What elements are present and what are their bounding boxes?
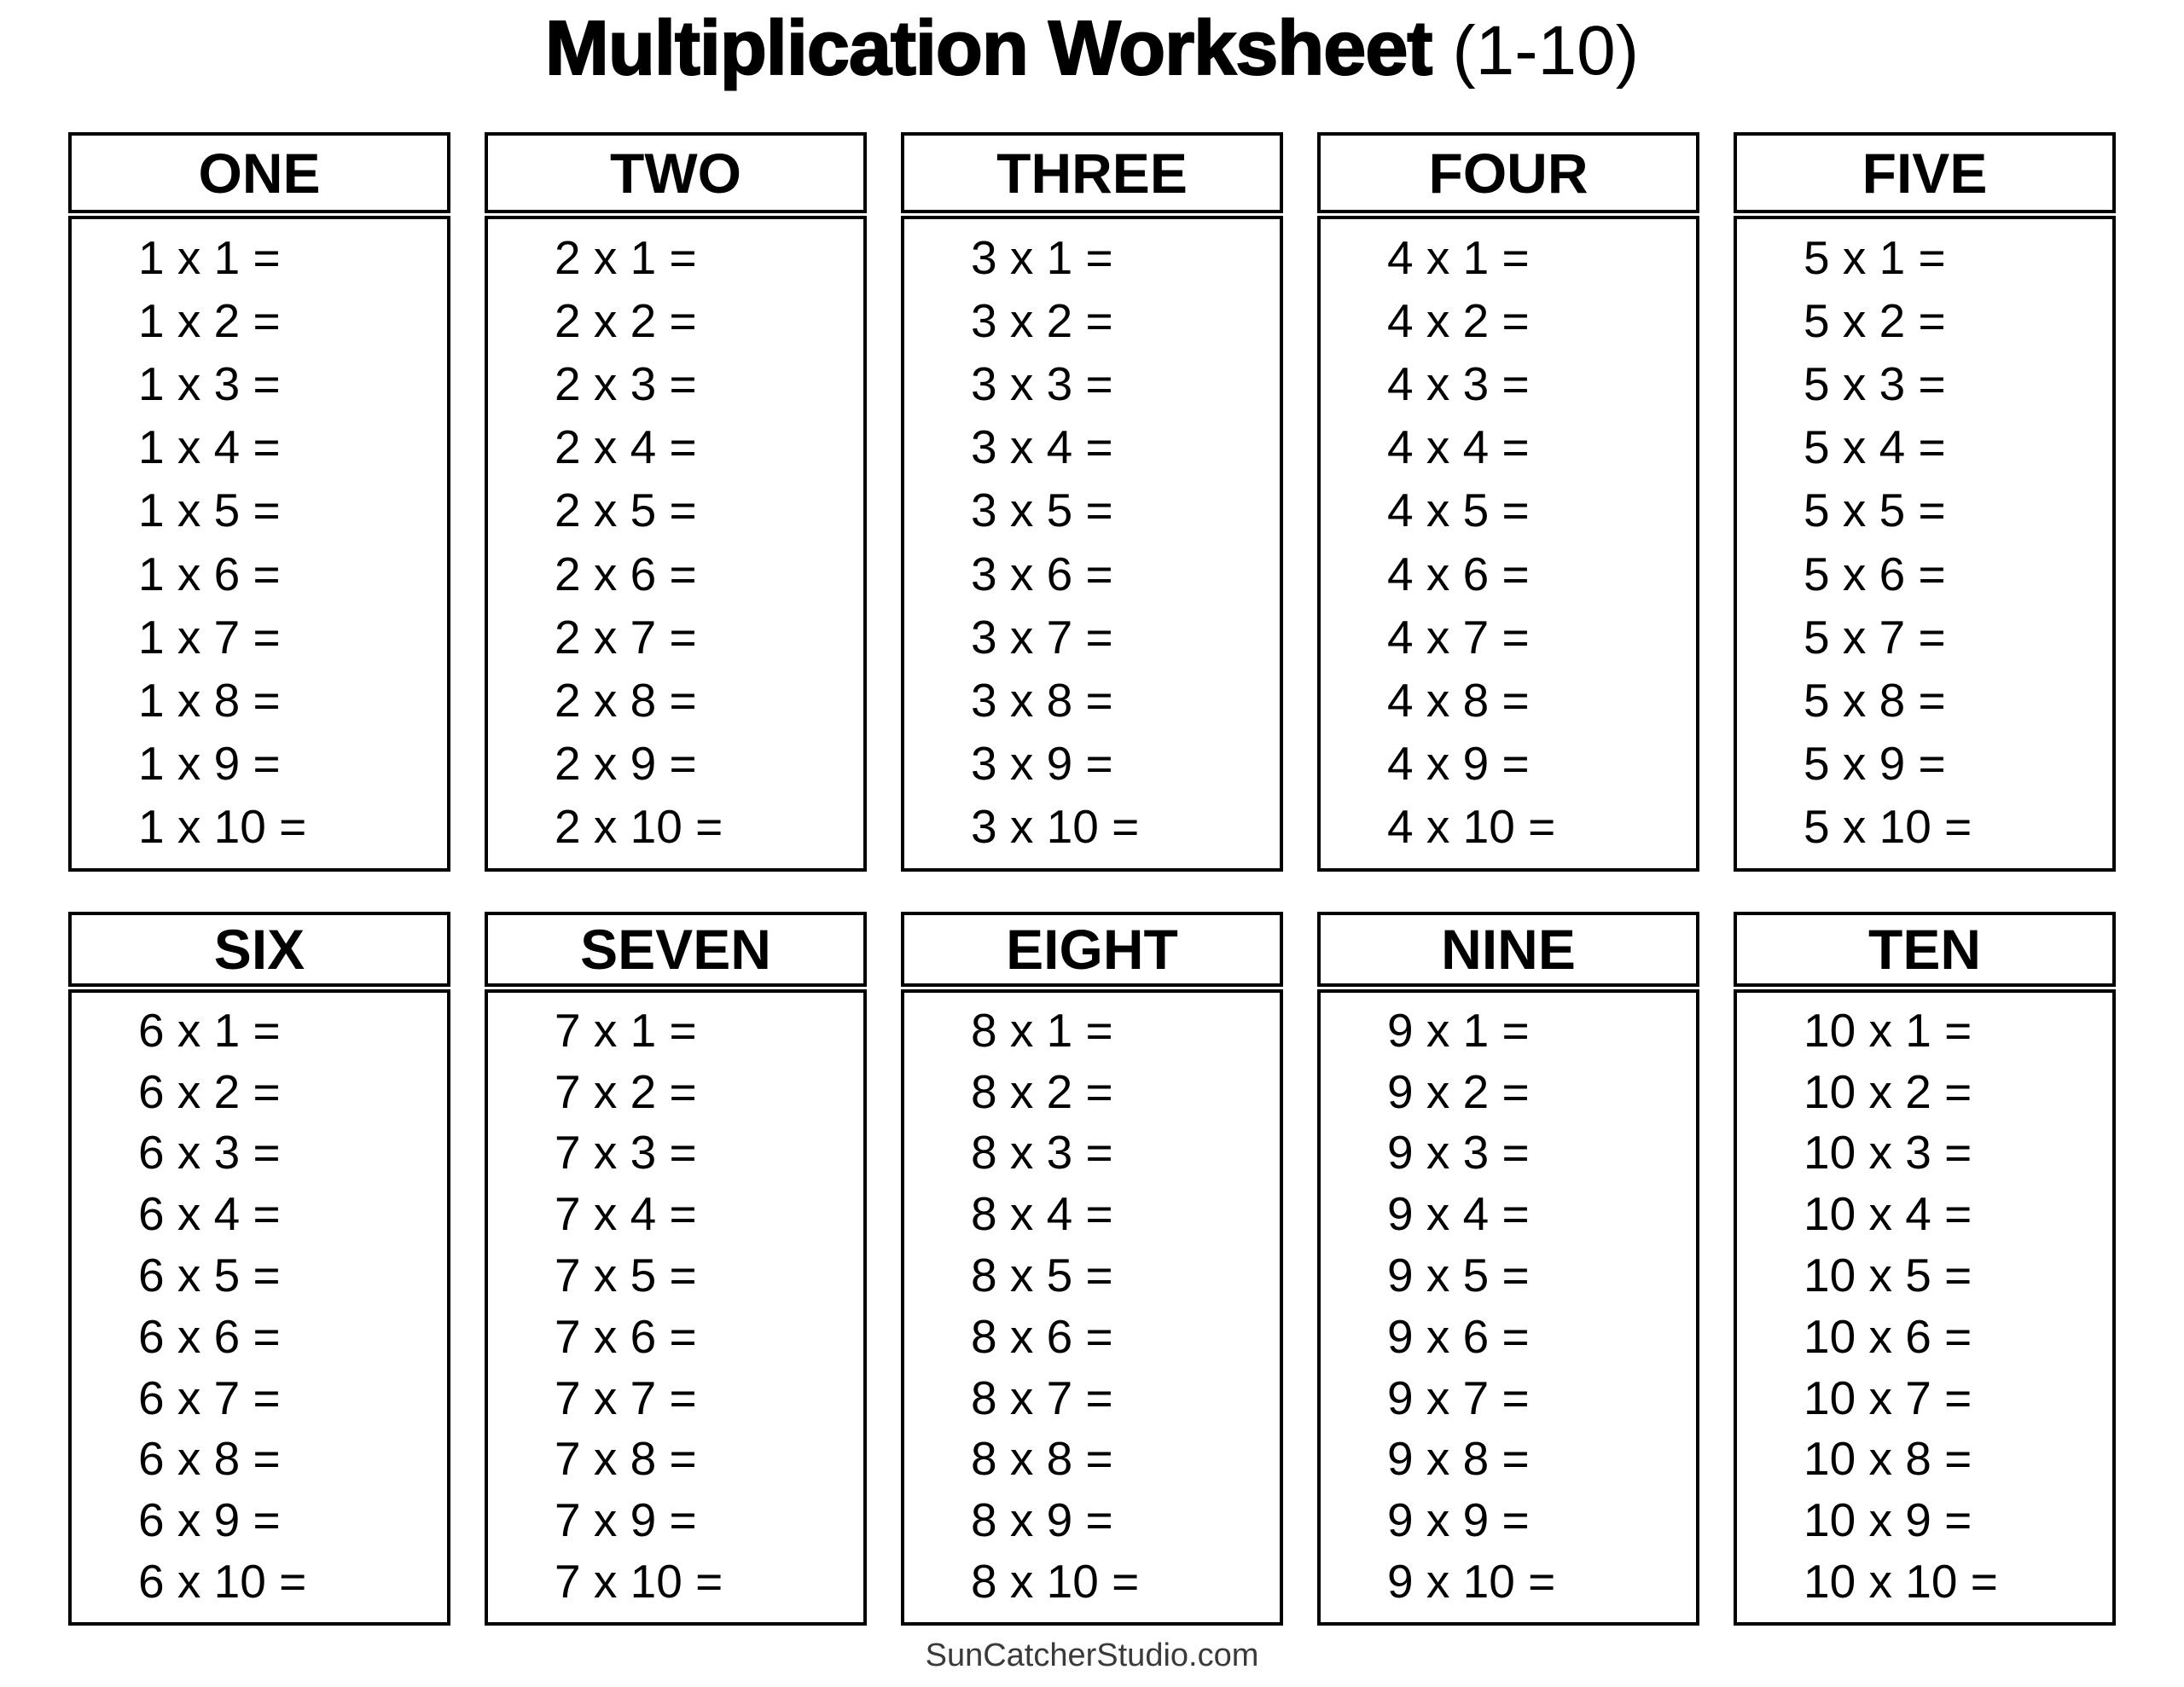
table-header-ten: TEN <box>1734 912 2116 987</box>
problem-row: 7 x 3 = <box>555 1126 697 1180</box>
table-body-seven <box>485 989 867 1626</box>
problem-row: 4 x 1 = <box>1387 231 1530 285</box>
mult-table-six <box>68 912 450 1626</box>
problem-row: 2 x 3 = <box>555 357 697 411</box>
table-header-three: THREE <box>901 132 1283 213</box>
problem-row: 3 x 6 = <box>971 547 1113 600</box>
problem-row: 10 x 8 = <box>1804 1432 1972 1486</box>
problem-row: 1 x 3 = <box>138 357 281 411</box>
table-header-nine: NINE <box>1317 912 1699 987</box>
problem-row: 9 x 6 = <box>1387 1309 1530 1363</box>
tables-row-top <box>68 132 2116 872</box>
problem-row: 10 x 9 = <box>1804 1493 1972 1547</box>
problem-row: 10 x 5 = <box>1804 1249 1972 1302</box>
problem-row: 6 x 6 = <box>138 1309 281 1363</box>
mult-table-eight <box>901 912 1283 1626</box>
problem-row: 7 x 5 = <box>555 1249 697 1302</box>
mult-table-five <box>1734 132 2116 872</box>
problem-row: 9 x 3 = <box>1387 1126 1530 1180</box>
problem-row: 7 x 4 = <box>555 1187 697 1241</box>
problem-row: 2 x 7 = <box>555 610 697 664</box>
problem-row: 9 x 2 = <box>1387 1064 1530 1118</box>
page-title-main: Multiplication Worksheet <box>544 6 1432 91</box>
problem-row: 8 x 5 = <box>971 1249 1113 1302</box>
problem-row: 7 x 1 = <box>555 1003 697 1057</box>
problem-row: 8 x 4 = <box>971 1187 1113 1241</box>
problem-row: 9 x 10 = <box>1387 1555 1556 1609</box>
problem-row: 6 x 8 = <box>138 1432 281 1486</box>
problem-row: 4 x 2 = <box>1387 294 1530 348</box>
problem-row: 5 x 5 = <box>1804 484 1946 537</box>
problem-row: 8 x 10 = <box>971 1555 1140 1609</box>
problem-row: 10 x 4 = <box>1804 1187 1972 1241</box>
problem-row: 1 x 6 = <box>138 547 281 600</box>
problem-row: 7 x 10 = <box>555 1555 723 1609</box>
problem-row: 3 x 3 = <box>971 357 1113 411</box>
problem-row: 6 x 10 = <box>138 1555 307 1609</box>
page-title <box>0 5 2184 94</box>
table-body-five <box>1734 216 2116 872</box>
problem-row: 5 x 10 = <box>1804 799 1972 853</box>
problem-row: 7 x 9 = <box>555 1493 697 1547</box>
problem-row: 5 x 9 = <box>1804 736 1946 790</box>
problem-row: 9 x 8 = <box>1387 1432 1530 1486</box>
problem-row: 9 x 5 = <box>1387 1249 1530 1302</box>
problem-row: 6 x 4 = <box>138 1187 281 1241</box>
problem-row: 1 x 10 = <box>138 799 307 853</box>
table-header-five: FIVE <box>1734 132 2116 213</box>
problem-row: 3 x 10 = <box>971 799 1140 853</box>
problem-row: 2 x 1 = <box>555 231 697 285</box>
table-body-four <box>1317 216 1699 872</box>
problem-row: 4 x 10 = <box>1387 799 1556 853</box>
problem-row: 9 x 7 = <box>1387 1371 1530 1424</box>
mult-table-nine <box>1317 912 1699 1626</box>
problem-row: 4 x 3 = <box>1387 357 1530 411</box>
problem-row: 6 x 1 = <box>138 1003 281 1057</box>
page-title-range: (1-10) <box>1452 12 1640 90</box>
problem-row: 10 x 6 = <box>1804 1309 1972 1363</box>
problem-row: 1 x 8 = <box>138 673 281 727</box>
table-header-seven: SEVEN <box>485 912 867 987</box>
problem-row: 4 x 6 = <box>1387 547 1530 600</box>
problem-row: 5 x 1 = <box>1804 231 1946 285</box>
problem-row: 6 x 7 = <box>138 1371 281 1424</box>
problem-row: 5 x 2 = <box>1804 294 1946 348</box>
problem-row: 1 x 9 = <box>138 736 281 790</box>
problem-row: 10 x 3 = <box>1804 1126 1972 1180</box>
problem-row: 6 x 9 = <box>138 1493 281 1547</box>
footer-site-text: SunCatcherStudio.com <box>925 1638 1259 1673</box>
table-header-four: FOUR <box>1317 132 1699 213</box>
problem-row: 10 x 10 = <box>1804 1555 1998 1609</box>
problem-row: 5 x 8 = <box>1804 673 1946 727</box>
problem-row: 6 x 5 = <box>138 1249 281 1302</box>
problem-row: 9 x 4 = <box>1387 1187 1530 1241</box>
problem-row: 6 x 3 = <box>138 1126 281 1180</box>
mult-table-ten <box>1734 912 2116 1626</box>
problem-row: 3 x 2 = <box>971 294 1113 348</box>
problem-row: 1 x 1 = <box>138 231 281 285</box>
problem-row: 7 x 6 = <box>555 1309 697 1363</box>
problem-row: 1 x 2 = <box>138 294 281 348</box>
problem-row: 4 x 8 = <box>1387 673 1530 727</box>
problem-row: 3 x 5 = <box>971 484 1113 537</box>
mult-table-one <box>68 132 450 872</box>
problem-row: 10 x 1 = <box>1804 1003 1972 1057</box>
problem-row: 2 x 9 = <box>555 736 697 790</box>
table-header-six: SIX <box>68 912 450 987</box>
problem-row: 8 x 7 = <box>971 1371 1113 1424</box>
table-header-one: ONE <box>68 132 450 213</box>
mult-table-three <box>901 132 1283 872</box>
problem-row: 1 x 7 = <box>138 610 281 664</box>
problem-row: 3 x 8 = <box>971 673 1113 727</box>
table-body-ten <box>1734 989 2116 1626</box>
problem-row: 2 x 5 = <box>555 484 697 537</box>
problem-row: 8 x 9 = <box>971 1493 1113 1547</box>
problem-row: 2 x 8 = <box>555 673 697 727</box>
problem-row: 2 x 2 = <box>555 294 697 348</box>
problem-row: 6 x 2 = <box>138 1064 281 1118</box>
mult-table-seven <box>485 912 867 1626</box>
problem-row: 1 x 5 = <box>138 484 281 537</box>
mult-table-four <box>1317 132 1699 872</box>
problem-row: 3 x 9 = <box>971 736 1113 790</box>
problem-row: 8 x 3 = <box>971 1126 1113 1180</box>
table-body-six <box>68 989 450 1626</box>
problem-row: 5 x 4 = <box>1804 420 1946 474</box>
problem-row: 2 x 6 = <box>555 547 697 600</box>
problem-row: 10 x 2 = <box>1804 1064 1972 1118</box>
problem-row: 4 x 9 = <box>1387 736 1530 790</box>
problem-row: 8 x 8 = <box>971 1432 1113 1486</box>
problem-row: 3 x 1 = <box>971 231 1113 285</box>
table-header-eight: EIGHT <box>901 912 1283 987</box>
problem-row: 5 x 3 = <box>1804 357 1946 411</box>
table-body-three <box>901 216 1283 872</box>
problem-row: 8 x 2 = <box>971 1064 1113 1118</box>
problem-row: 3 x 7 = <box>971 610 1113 664</box>
problem-row: 9 x 1 = <box>1387 1003 1530 1057</box>
problem-row: 7 x 7 = <box>555 1371 697 1424</box>
problem-row: 8 x 1 = <box>971 1003 1113 1057</box>
problem-row: 7 x 2 = <box>555 1064 697 1118</box>
problem-row: 5 x 7 = <box>1804 610 1946 664</box>
problem-row: 5 x 6 = <box>1804 547 1946 600</box>
problem-row: 4 x 4 = <box>1387 420 1530 474</box>
mult-table-two <box>485 132 867 872</box>
problem-row: 2 x 4 = <box>555 420 697 474</box>
problem-row: 1 x 4 = <box>138 420 281 474</box>
table-body-two <box>485 216 867 872</box>
tables-row-bottom <box>68 912 2116 1626</box>
table-header-two: TWO <box>485 132 867 213</box>
problem-row: 3 x 4 = <box>971 420 1113 474</box>
problem-row: 2 x 10 = <box>555 799 723 853</box>
problem-row: 8 x 6 = <box>971 1309 1113 1363</box>
problem-row: 4 x 7 = <box>1387 610 1530 664</box>
problem-row: 10 x 7 = <box>1804 1371 1972 1424</box>
problem-row: 4 x 5 = <box>1387 484 1530 537</box>
problem-row: 9 x 9 = <box>1387 1493 1530 1547</box>
table-body-one <box>68 216 450 872</box>
problem-row: 7 x 8 = <box>555 1432 697 1486</box>
table-body-eight <box>901 989 1283 1626</box>
table-body-nine <box>1317 989 1699 1626</box>
